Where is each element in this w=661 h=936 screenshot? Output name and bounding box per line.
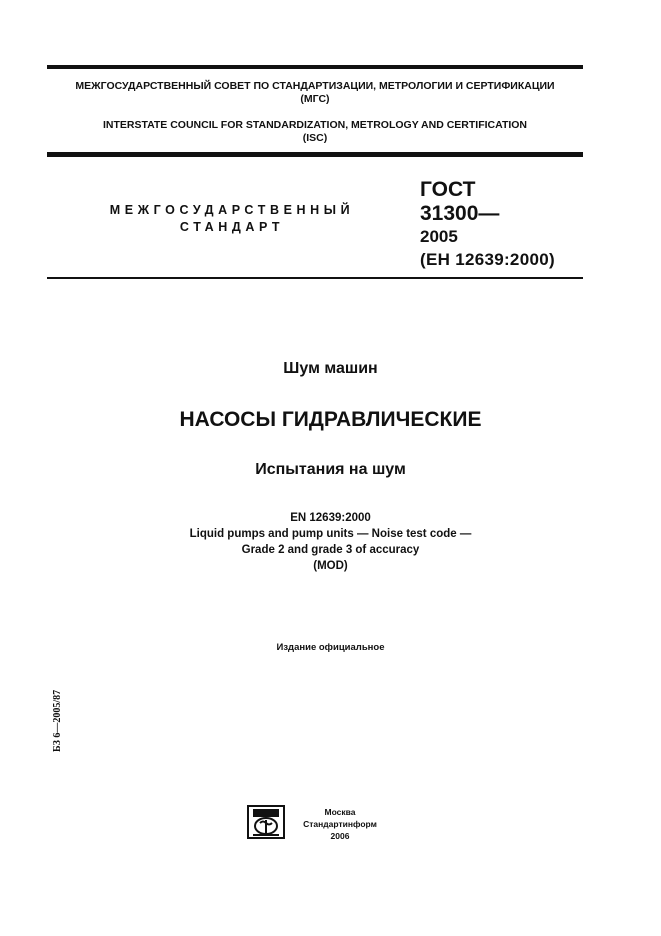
equivalent-code: EN 12639:2000 — [290, 512, 371, 524]
gost-label: ГОСТ — [420, 178, 476, 201]
standard-type-line2: СТАНДАРТ — [179, 220, 285, 234]
council-en — [47, 119, 583, 145]
equivalent-standard — [0, 510, 661, 574]
top-rule — [47, 65, 583, 69]
standard-type-line1: МЕЖГОСУДАРСТВЕННЫЙ — [109, 203, 355, 217]
equivalent-degree: (MOD) — [313, 560, 348, 572]
title-main: НАСОСЫ ГИДРАВЛИЧЕСКИЕ — [179, 408, 482, 431]
equivalent-title-line1: Liquid pumps and pump units — Noise test code — — [189, 528, 472, 540]
council-en-abbr: (ISC) — [302, 132, 328, 144]
gost-number: 31300— — [420, 202, 500, 225]
thin-rule — [47, 277, 583, 279]
publisher-imprint — [295, 806, 385, 842]
council-ru-abbr: (МГС) — [300, 93, 330, 105]
standartinform-logo-icon — [247, 805, 285, 839]
standard-type — [96, 202, 368, 236]
gost-year: 2005 — [420, 227, 458, 246]
council-en-name: INTERSTATE COUNCIL FOR STANDARDIZATION, METROLOGY AND CERTIFICATION — [102, 119, 528, 131]
title-sub: Испытания на шум — [255, 461, 406, 478]
middle-rule — [47, 152, 583, 157]
title-group: Шум машин — [283, 360, 378, 377]
publisher-name: Стандартинформ — [303, 819, 377, 829]
equivalent-title-line2: Grade 2 and grade 3 of accuracy — [241, 544, 420, 556]
gost-identifier — [420, 178, 555, 272]
edition-label: Издание официальное — [276, 642, 385, 653]
publisher-year: 2006 — [330, 831, 350, 841]
side-note: БЗ 6—2005/87 — [52, 689, 63, 752]
publisher-city: Москва — [324, 807, 356, 817]
council-ru-name: МЕЖГОСУДАРСТВЕННЫЙ СОВЕТ ПО СТАНДАРТИЗАЦИИ, МЕТРОЛОГИИ И СЕРТИФИКАЦИИ — [75, 80, 555, 92]
council-ru — [47, 80, 583, 106]
gost-en-reference: (ЕН 12639:2000) — [420, 250, 555, 269]
